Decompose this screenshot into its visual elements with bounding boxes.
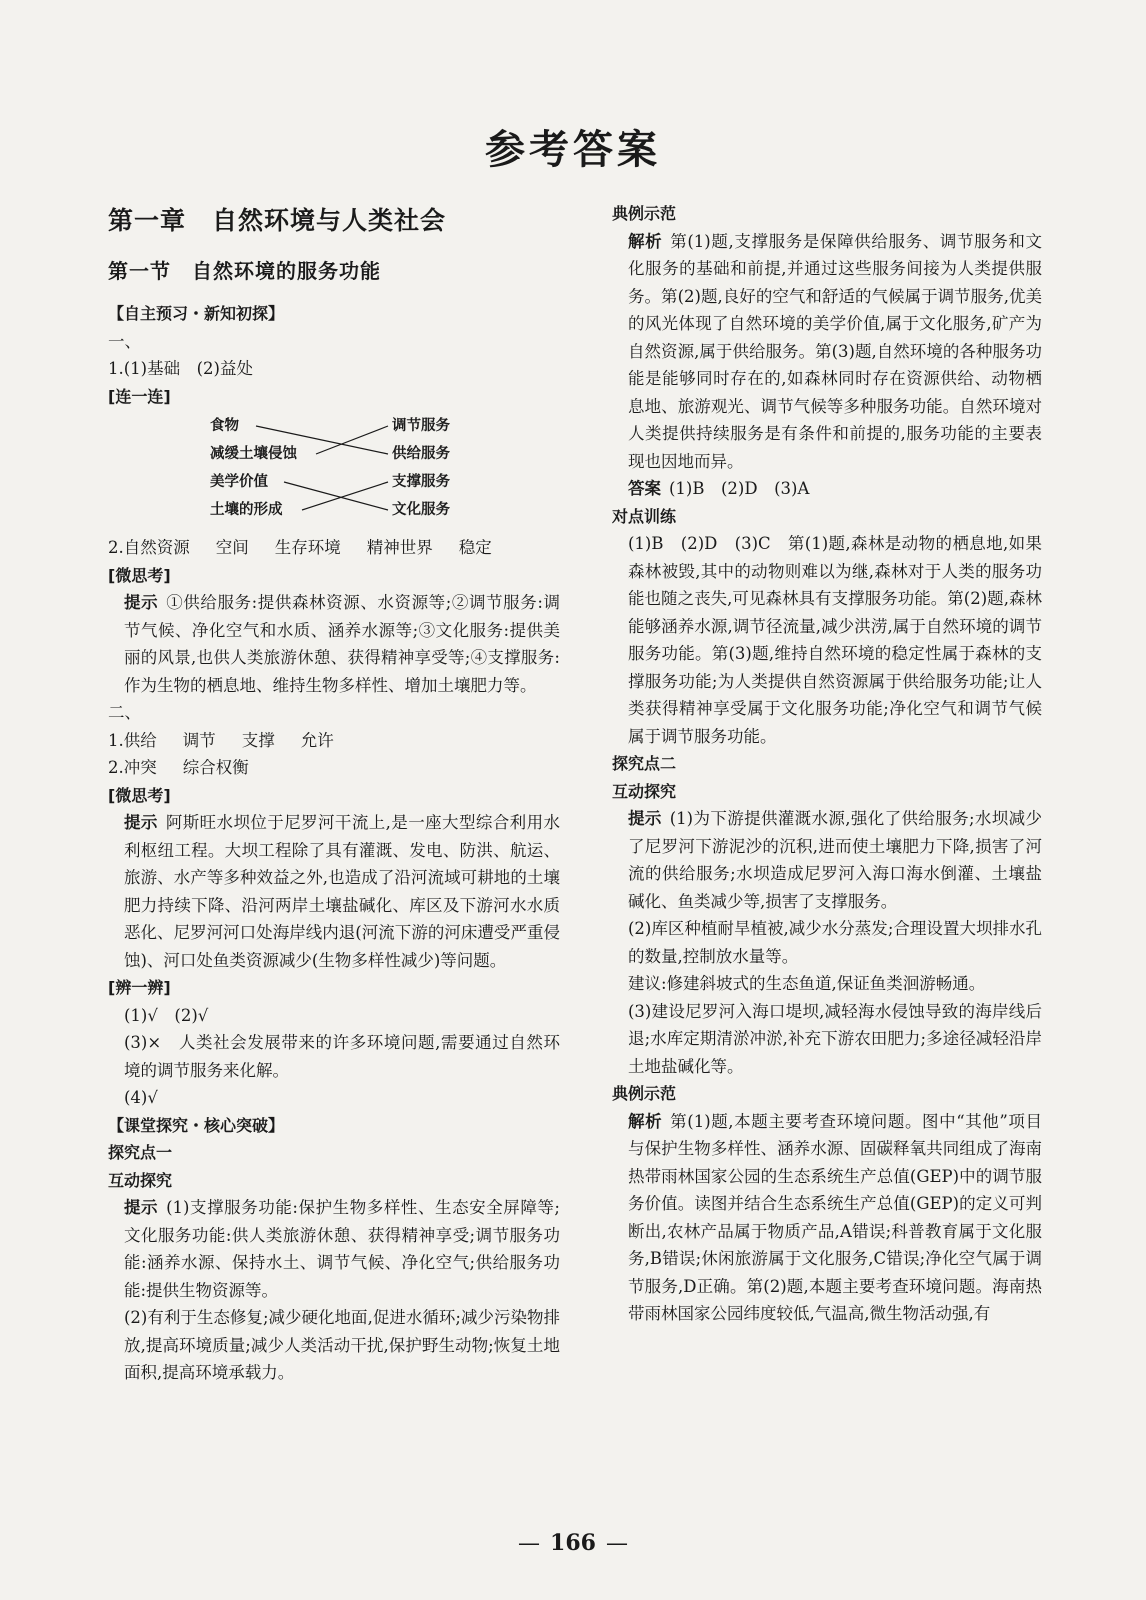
suggestion-line: 建议:修建斜坡式的生态鱼道,保证鱼类洄游畅通。 (628, 974, 986, 993)
interact-header: 互动探究 (108, 1170, 173, 1190)
analysis-paragraph: 解析 第(1)题,本题主要考查环境问题。图中“其他”项目与保护生物多样性、涵养水源、固碳释氧共同组成了海南热带雨林国家公园的生态系统生产总值(GEP)中的调节服务价值。读图并结合生态系统生产总值(GEP)的定义可判断出,农林产品属于物质产品,A错误;科普教育属于文化服务,B错误;休闲旅游属于文化服务,C错误;净化空气属于调节服务,D正确。第(2)题,本题主要考查环境问题。海南热带雨林国家公园纬度较低,气温高,微生物活动强,有 (628, 1111, 1042, 1323)
page-title: 参考答案 (485, 126, 661, 173)
example-header: 典例示范 (612, 204, 677, 223)
think-header: [微思考] (108, 785, 171, 805)
left-column (108, 200, 560, 1387)
judge-header: [辨一辨] (108, 978, 171, 997)
footer-dash: — (518, 1531, 541, 1556)
item-1: 1.(1)基础 (2)益处 (108, 359, 253, 378)
match-right-item: 供给服务 (392, 446, 450, 462)
right-column (612, 200, 1042, 1328)
match-left-item: 美学价值 (210, 474, 268, 490)
hint-paragraph-2: (2)有利于生态修复;减少硬化地面,促进水循环;减少污染物排放,提高环境质量;减少人类活动干扰,保护野生动物;恢复土地面积,提高环境承载力。 (124, 1308, 560, 1382)
preview-header: 【自主预习・新知初探】 (108, 304, 285, 323)
page-footer (0, 1530, 1146, 1556)
section-heading: 第一节 自然环境的服务功能 (108, 259, 381, 283)
p2-item-1: 1.供给 调节 支撑 允许 (108, 730, 334, 750)
p2-item-2: 2.冲突 综合权衡 (108, 758, 249, 777)
match-left-item: 土壤的形成 (210, 502, 283, 518)
footer-dash: — (605, 1531, 628, 1556)
part-two-label: 二、 (108, 703, 141, 722)
match-right-item: 调节服务 (392, 418, 450, 434)
matching-diagram (198, 416, 498, 528)
match-left-item: 食物 (210, 418, 239, 434)
hint-paragraph: 提示 阿斯旺水坝位于尼罗河干流上,是一座大型综合利用水利枢纽工程。大坝工程除了具有灌溉、发电、防洪、航运、旅游、水产等多种效益之外,也造成了沿河流域可耕地的土壤肥力持续下降、沿河两岸土壤盐碱化、库区及下游河水水质恶化、尼罗河河口处海岸线内退(河流下游的河床遭受严重侵蚀)、河口处鱼类资源减少(生物多样性减少)等问题。 (124, 813, 561, 970)
judge-1: (1)√ (2)√ (124, 1005, 209, 1025)
match-line-aesthetic (284, 482, 388, 510)
link-header: [连一连] (108, 386, 171, 406)
match-right-item: 支撑服务 (392, 474, 450, 490)
match-right-item: 文化服务 (392, 502, 450, 518)
analysis-paragraph: 解析 第(1)题,支撑服务是保障供给服务、调节服务和文化服务的基础和前提,并通过这些服务间接为人类提供服务。第(2)题,良好的空气和舒适的气候属于调节服务,优美的风光体现了自然环境的美学价值,属于文化服务,矿产为自然资源,属于供给服务。第(3)题,自然环境的各种服务功能是能够同时存在的,如森林同时存在资源供给、动物栖息地、旅游观光、调节气候等多种服务功能。自然环境对人类提供持续服务是有条件和前提的,服务功能的主要表现也因地而异。 (628, 231, 1042, 471)
hint-paragraph: (3)建设尼罗河入海口堤坝,减轻海水侵蚀导致的海岸线后退;水库定期清淤冲淤,补充下游农田肥力;多途径减轻沿岸土地盐碱化等。 (628, 1001, 1042, 1076)
answer-line: 答案 (1)B (2)D (3)A (628, 479, 810, 498)
match-line-erosion (316, 426, 388, 454)
interact-header: 互动探究 (612, 781, 677, 801)
think-header: [微思考] (108, 565, 171, 585)
explore-point-1: 探究点一 (108, 1143, 173, 1162)
page-number: 166 (550, 1530, 596, 1556)
example-header: 典例示范 (612, 1084, 677, 1103)
match-line-soil (302, 482, 388, 510)
judge-4: (4)√ (124, 1088, 158, 1107)
chapter-heading: 第一章 自然环境与人类社会 (108, 206, 447, 235)
hint-paragraph: 提示 (1)为下游提供灌溉水源,强化了供给服务;水坝减少了尼罗河下游泥沙的沉积,进而使土壤肥力下降,损害了河流的供给服务;水坝造成尼罗河入海口海水倒灌、土壤盐碱化、鱼类减少等,损害了支撑服务。 (628, 809, 1042, 911)
class-header: 【课堂探究・核心突破】 (108, 1115, 285, 1135)
judge-3: (3)× 人类社会发展带来的许多环境问题,需要通过自然环境的调节服务来化解。 (124, 1033, 560, 1080)
hint-paragraph: (2)库区种植耐旱植被,减少水分蒸发;合理设置大坝排水孔的数量,控制放水量等。 (628, 919, 1042, 966)
hint-paragraph: 提示 (1)支撑服务功能:保护生物多样性、生态安全屏障等;文化服务功能:供人类旅游休憩、获得精神享受;调节服务功能:涵养水源、保持水土、调节气候、净化空气;供给服务功能:提供生物资源等。 (124, 1198, 560, 1300)
training-paragraph: (1)B (2)D (3)C 第(1)题,森林是动物的栖息地,如果森林被毁,其中的动物则难以为继,森林对于人类的服务功能也随之丧失,可见森林具有支撑服务功能。第(2)题,森林能够涵养水源,调节径流量,减少洪涝,属于自然环境的调节服务功能。第(3)题,维持自然环境的稳定性属于森林的支撑服务功能;为人类提供自然资源属于供给服务功能;让人类获得精神享受属于文化服务功能;净化空气和调节气候属于调节服务功能。 (628, 534, 1042, 746)
training-header: 对点训练 (612, 506, 677, 526)
item-2: 2.自然资源 空间 生存环境 精神世界 稳定 (108, 538, 492, 557)
match-left-item: 减缓土壤侵蚀 (210, 446, 297, 462)
hint-paragraph: 提示 ①供给服务:提供森林资源、水资源等;②调节服务:调节气候、净化空气和水质、涵养水源等;③文化服务:提供美丽的风景,也供人类旅游休憩、获得精神享受等;④支撑服务:作为生物的栖息地、维持生物多样性、增加土壤肥力等。 (124, 593, 560, 695)
part-one-label: 一、 (108, 331, 141, 351)
explore-point-2: 探究点二 (612, 754, 677, 773)
